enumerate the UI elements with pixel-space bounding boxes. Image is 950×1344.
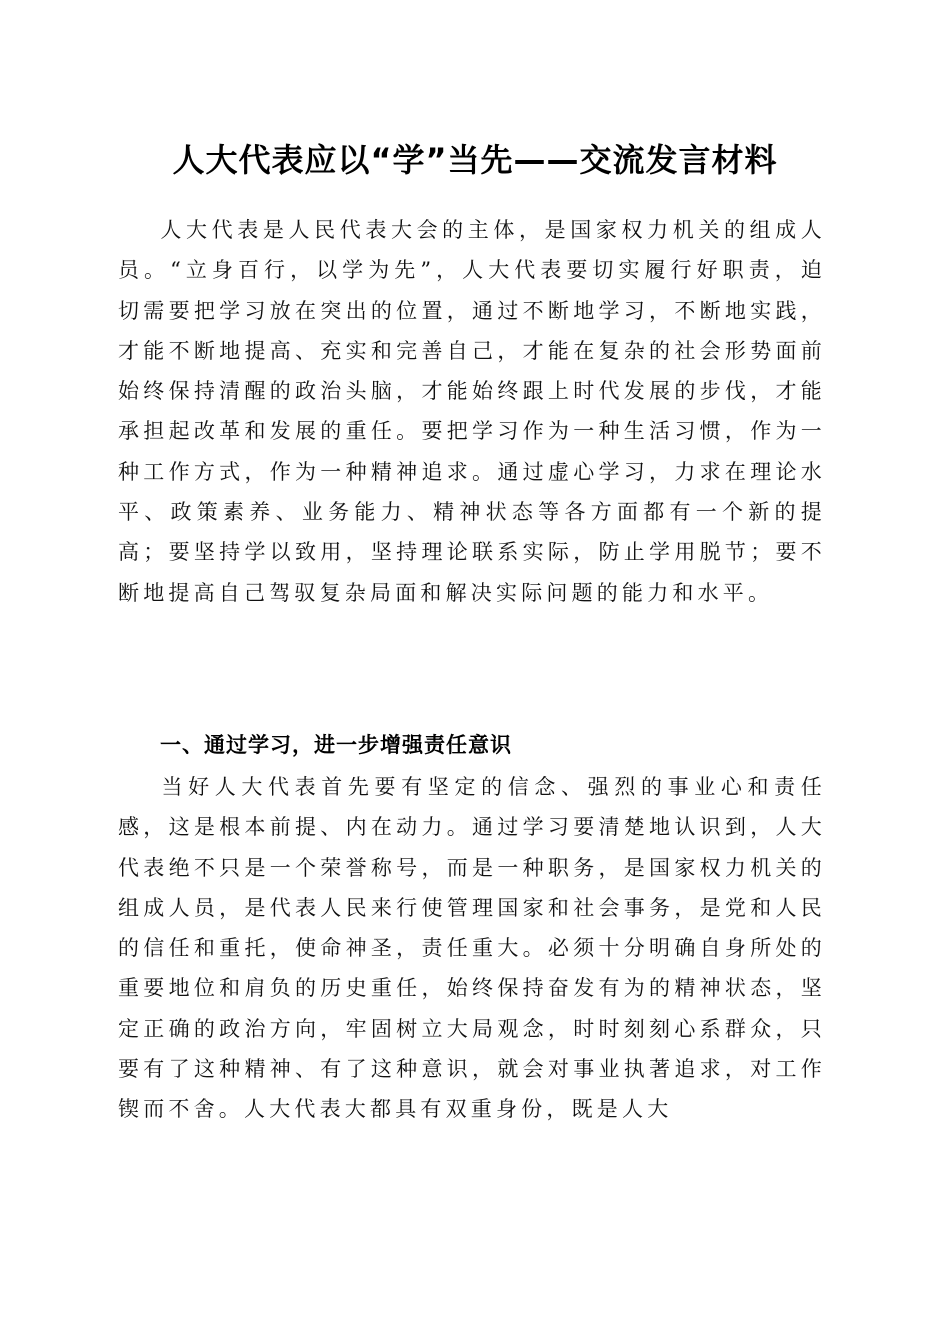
document-title: 人大代表应以“学”当先——交流发言材料 [172, 141, 778, 179]
section-paragraph-text: 当好人大代表首先要有坚定的信念、强烈的事业心和责任感，这是根本前提、内在动力。通过学习要清楚地认识到，人大代表绝不只是一个荣誉称号，而是一种职务，是国家权力机关的组成人员，是代表人民来行使管理国家和社会事务，是党和人民的信任和重托，使命神圣，责任重大。必须十分明确自身所处的重要地位和肩负的历史重任，始终保持奋发有为的精神状态，坚定正确的政治方向，牢固树立大局观念，时时刻刻心系群众，只要有了这种精神、有了这种意识，就会对事业执著追求，对工作锲而不舍。人大代表大都具有双重身份，既是人大 [118, 775, 826, 1122]
section-heading: 一、通过学习，进一步增强责任意识 [160, 733, 512, 757]
section-paragraph [118, 767, 826, 1130]
intro-paragraph [118, 210, 826, 613]
intro-paragraph-text: 人大代表是人民代表大会的主体，是国家权力机关的组成人员。“立身百行，以学为先”，人大代表要切实履行好职责，迫切需要把学习放在突出的位置，通过不断地学习，不断地实践，才能不断地提高、充实和完善自己，才能在复杂的社会形势面前始终保持清醒的政治头脑，才能始终跟上时代发展的步伐，才能承担起改革和发展的重任。要把学习作为一种生活习惯，作为一种工作方式，作为一种精神追求。通过虚心学习，力求在理论水平、政策素养、业务能力、精神状态等各方面都有一个新的提高；要坚持学以致用，坚持理论联系实际，防止学用脱节；要不断地提高自己驾驭复杂局面和解决实际问题的能力和水平。 [118, 218, 826, 605]
